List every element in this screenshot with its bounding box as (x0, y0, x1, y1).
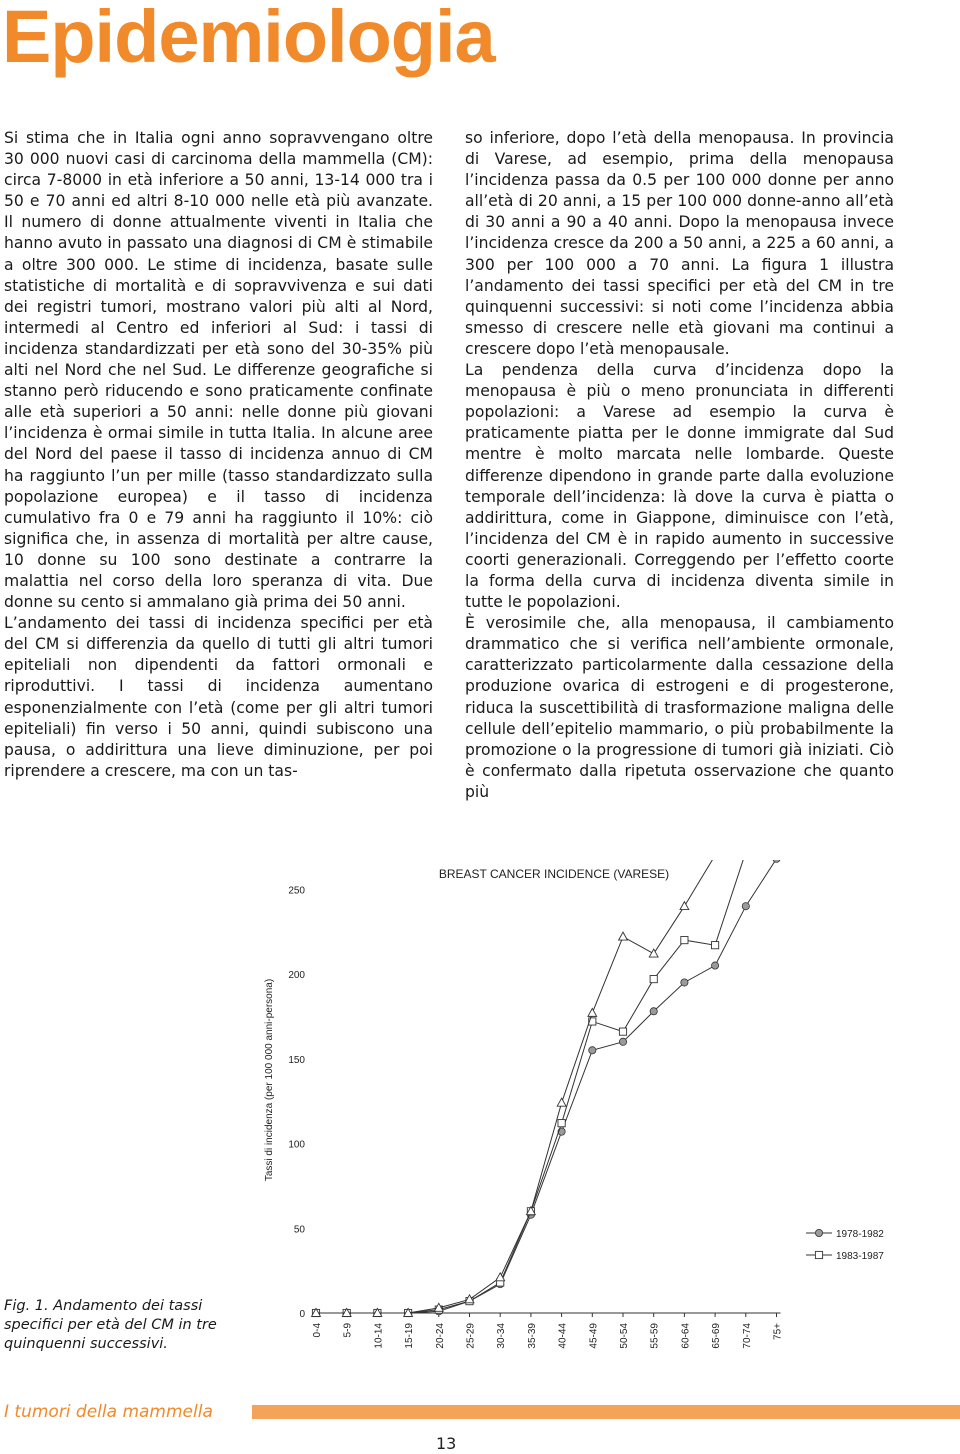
series-line-1978-1982 (316, 1260, 777, 1313)
data-point-1988-1992 (649, 949, 658, 957)
data-point-1988-1992 (588, 1008, 597, 1016)
y-tick-label: 150 (288, 1054, 305, 1066)
x-tick-label: 15-19 (404, 1323, 416, 1349)
paragraph: È verosimile che, alla menopausa, il cambiamento drammatico che si verifica nell’ambiente ormonale, caratterizzato particolarmente dalla cessazione della produzione ovarica di estrogeni e di progesterone, riduca la suscettibilità di trasformazione maligna delle cellule dell’epitelio mammario, o più probabilmente la promozione o la progressione di tumori già iniziati. Ciò è confermato dalla ripetuta osservazione che quanto più (465, 614, 894, 801)
x-tick-label: 60-64 (680, 1323, 692, 1349)
series-line-1988-1992 (316, 860, 777, 1260)
data-point-1978-1982 (650, 1008, 657, 1015)
text-column-right (465, 128, 894, 803)
x-tick-label: 25-29 (465, 1323, 477, 1349)
y-tick-label: 100 (288, 1139, 305, 1151)
data-point-1978-1982 (712, 962, 719, 969)
y-axis-label: Tassi di incidenza (per 100 000 anni-persona) (264, 978, 275, 1182)
footer-bar (252, 1405, 960, 1419)
y-tick-label: 0 (299, 1309, 305, 1320)
data-point-1978-1982 (681, 979, 688, 986)
data-point-1988-1992 (619, 932, 628, 940)
x-tick-label: 45-49 (588, 1323, 600, 1349)
figure (0, 860, 960, 1260)
incidence-chart (0, 860, 960, 1260)
x-tick-label: 10-14 (373, 1323, 385, 1349)
x-tick-label: 35-39 (526, 1323, 538, 1349)
x-tick-label: 5-9 (342, 1323, 354, 1338)
text-column-left (4, 128, 433, 782)
data-point-1983-1987 (558, 1120, 565, 1127)
data-point-1983-1987 (681, 937, 688, 944)
x-tick-label: 75+ (772, 1323, 784, 1340)
x-tick-label: 30-34 (496, 1323, 508, 1349)
legend-marker (815, 1251, 822, 1258)
figure-caption: Fig. 1. Andamento dei tassi specifici per età del CM in tre quinquenni successivi. (4, 1298, 217, 1352)
data-point-1988-1992 (680, 902, 689, 910)
legend-label: 1978-1982 (836, 1229, 884, 1240)
data-point-1983-1987 (650, 975, 657, 982)
data-point-1978-1982 (742, 903, 749, 910)
y-tick-label: 50 (293, 1224, 305, 1236)
x-tick-label: 0-4 (312, 1323, 323, 1338)
data-point-1978-1982 (589, 1047, 596, 1054)
paragraph: Si stima che in Italia ogni anno sopravvengano oltre 30 000 nuovi casi di carcinoma della mammella (CM): circa 7-8000 in età inferiore a 50 anni, 13-14 000 tra i 50 e 70 anni ed altri 8-10 000 nelle età più avanzate. Il numero di donne attualmente viventi in Italia che hanno avuto in passato una diagnosi di CM è stimabile a oltre 300 000. Le stime di incidenza, basate sulle statistiche di mortalità e di sopravvivenza e sui dati dei registri tumori, mostrano valori più alti al Nord, intermedi al Centro ed inferiori al Sud: i tassi di incidenza standardizzati per età sono del 30-35% più alti nel Nord che nel Sud. Le differenze geografiche si stanno però riducendo e sono praticamente confinate alle età superiori a 50 anni: nelle donne più giovani l’incidenza è ormai simile in tutta Italia. In alcune aree del Nord del paese il tasso di incidenza annuo di CM ha raggiunto l’un per mille (tasso standardizzato sulla popolazione europea) e il tasso di incidenza cumulativo fra 0 e 79 anni ha raggiunto il 10%: ciò significa che, in assenza di mortalità per altre cause, 10 donne su 100 sono destinate a contrarre la malattia nel corso della loro speranza di vita. Due donne su cento si ammalano già prima dei 50 anni. (4, 129, 433, 612)
footer-title: I tumori della mammella (4, 1402, 213, 1422)
x-tick-label: 40-44 (557, 1323, 569, 1349)
x-tick-label: 50-54 (619, 1323, 630, 1349)
x-tick-label: 55-59 (649, 1323, 661, 1349)
page-title: Epidemiologia (2, 0, 495, 78)
y-tick-label: 250 (288, 885, 305, 897)
x-tick-label: 65-69 (711, 1323, 723, 1349)
data-point-1978-1982 (619, 1038, 626, 1045)
series-line-1983-1987 (316, 860, 777, 1260)
data-point-1988-1992 (557, 1098, 566, 1106)
paragraph: so inferiore, dopo l’età della menopausa. In provincia di Varese, ad esempio, prima della menopausa l’incidenza passa da 0.5 per 100 000 donne per anno all’età di 20 anni, a 15 per 100 000 donne-anno all’età di 30 anni a 90 a 40 anni. Dopo la menopausa invece l’incidenza cresce da 200 a 50 anni, a 225 a 60 anni, a 300 per 100 000 a 70 anni. La figura 1 illustra l’andamento dei tassi specifici per età del CM in tre quinquenni successivi: si noti come l’incidenza abbia smesso di crescere nelle età giovani ma continui a crescere dopo l’età menopausale. (465, 129, 894, 358)
x-tick-label: 70-74 (741, 1323, 753, 1349)
paragraph: L’andamento dei tassi di incidenza specifici per età del CM si differenzia da quello di tutti gli altri tumori epiteliali non dipendenti da fattori ormonali e riproduttivi. I tassi di incidenza aumentano esponenzialmente con l’età (come per gli altri tumori epiteliali) fin verso i 50 anni, quindi subiscono una pausa, o addirittura una lieve diminuzione, per poi riprendere a crescere, ma con un tas- (4, 614, 433, 780)
series-line-1978-1982 (316, 860, 777, 1260)
legend-marker (815, 1229, 822, 1236)
series-line-1983-1987 (316, 1260, 777, 1313)
series-line-1988-1992 (316, 1260, 777, 1313)
page-number: 13 (436, 1434, 457, 1453)
data-point-1983-1987 (619, 1028, 626, 1035)
incidence-chart-lower (0, 1260, 960, 1370)
paragraph: La pendenza della curva d’incidenza dopo la menopausa è più o meno pronunciata in differenti popolazioni: a Varese ad esempio la curva è praticamente piatta per le donne immigrate dal Sud mentre è molto marcata nelle lombarde. Queste differenze dipendono in grande parte dalla evoluzione temporale dell’incidenza: là dove la curva è piatta o addirittura, come in Giappone, diminuisce con l’età, l’incidenza del CM è in rapido aumento in successive coorti generazionali. Correggendo per l’effetto coorte la forma della curva di incidenza diventa simile in tutte le popolazioni. (465, 361, 894, 612)
chart-title: BREAST CANCER INCIDENCE (VARESE) (438, 867, 670, 881)
data-point-1983-1987 (712, 942, 719, 949)
legend-label: 1983-1987 (836, 1251, 884, 1260)
y-tick-label: 200 (288, 970, 305, 981)
x-tick-label: 20-24 (434, 1323, 446, 1349)
